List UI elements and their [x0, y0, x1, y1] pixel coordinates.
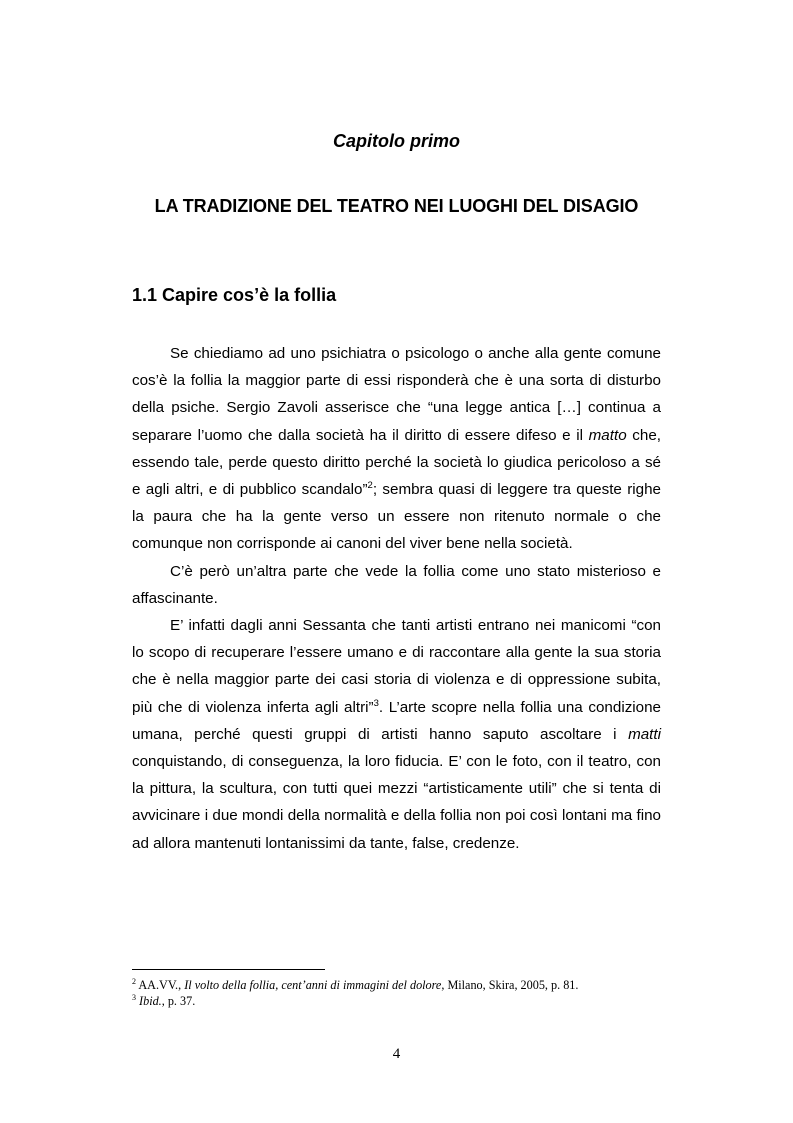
footnote-separator [132, 969, 325, 970]
footnote-number: 3 [132, 993, 136, 1002]
footnotes [132, 977, 672, 1009]
body-text [132, 340, 661, 857]
paragraph-2-text-1: C’è però un’altra parte che vede la follia come uno stato misterioso e affascinante. [132, 562, 661, 607]
paragraph-3 [132, 612, 661, 857]
paragraph-3-text-1: E’ infatti dagli anni Sessanta che tanti artisti entrano nei manicomi “con lo scopo di recuperare l’essere umano e di raccontare alla gente la sua storia che è nella maggior parte dei casi storia di violenza e di oppressione subita, più che di violenza inferta agli altri” [132, 617, 661, 716]
footnote-3 [132, 993, 672, 1009]
paragraph-3-text-2: . L’arte scopre nella follia una condizione umana, perché questi gruppi di artisti hanno saputo ascoltare i [132, 698, 661, 743]
paragraph-3-text-3: conquistando, di conseguenza, la loro fiducia. E’ con le foto, con il teatro, con la pittura, la scultura, con tutti quei mezzi “artisticamente utili” che si tenta di avvicinare i due mondi della normalità e della follia non poi così lontani ma fino ad allora mantenuti lontanissimi da tante, false, credenze. [132, 753, 661, 852]
paragraph-1-text-1: Se chiediamo ad uno psichiatra o psicologo o anche alla gente comune cos’è la follia la maggior parte di essi risponderà che è una sorta di disturbo della psiche. Sergio Zavoli asserisce che “una legge antica […] continua a separare l’uomo che dalla società ha il diritto di essere difeso e il [132, 345, 661, 444]
footnote-ref-3: 3 [373, 697, 379, 709]
footnote-number: 2 [132, 977, 136, 986]
paragraph-1-text-2: che, essendo tale, perde questo diritto perché la società lo giudica pericoloso a sé e agli altri, e di pubblico scandalo” [132, 426, 661, 499]
footnote-title: Il volto della follia, cent’anni di immagini del dolore [184, 978, 442, 992]
paragraph-1-text-3: ; sembra quasi di leggere tra queste righe la paura che ha la gente verso un essere non ritenuto normale o che comunque non corrisponde ai canoni del viver bene nella società. [132, 481, 661, 553]
footnote-ref-2: 2 [367, 480, 373, 492]
footnote-text: , p. 37. [161, 994, 196, 1008]
chapter-label: Capitolo primo [333, 131, 460, 151]
paragraph-1 [132, 340, 661, 558]
footnote-text: AA.VV., [136, 978, 185, 992]
chapter-title: LA TRADIZIONE DEL TEATRO NEI LUOGHI DEL DISAGIO [154, 196, 639, 216]
footnote-text: , Milano, Skira, 2005, p. 81. [441, 978, 579, 992]
paragraph-3-emphasis: matti [628, 725, 661, 743]
footnote-title: Ibid. [139, 994, 162, 1008]
section-heading: 1.1 Capire cos’è la follia [132, 285, 337, 305]
footnote-2 [132, 977, 672, 993]
page-number: 4 [392, 1046, 401, 1062]
paragraph-1-emphasis: matto [588, 426, 627, 444]
paragraph-2 [132, 558, 661, 612]
